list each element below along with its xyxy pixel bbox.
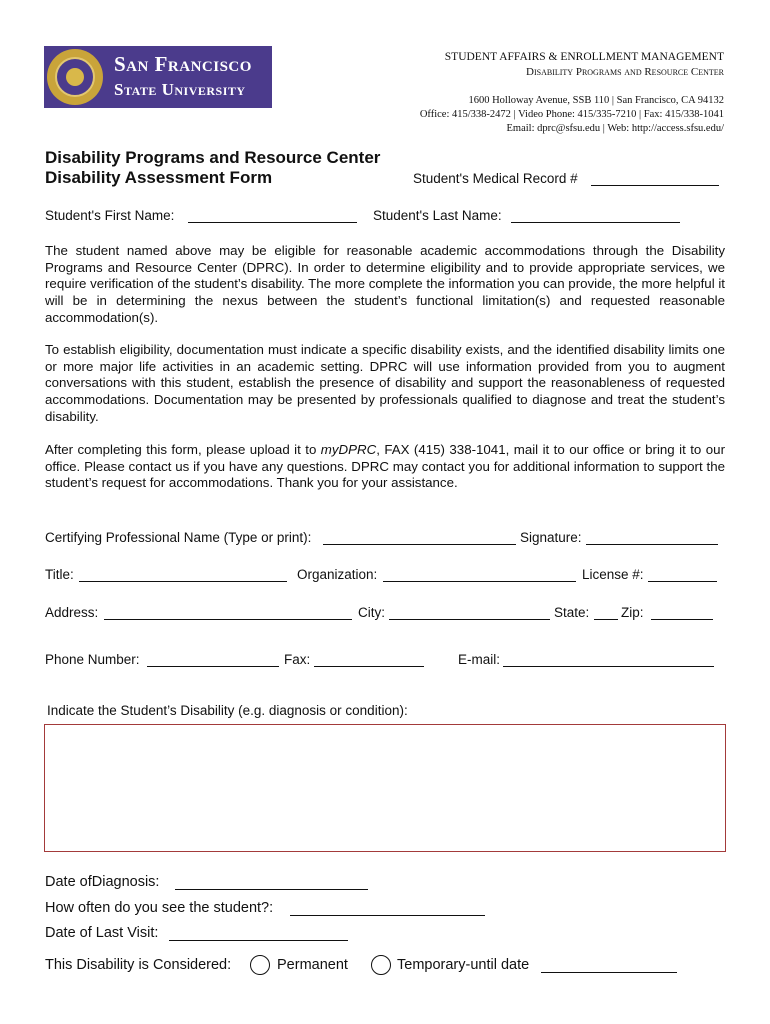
form-title-line1: Disability Programs and Resource Center [45, 148, 381, 167]
date-of-diagnosis-field[interactable] [175, 889, 368, 890]
first-name-label: Student's First Name: [45, 208, 175, 223]
header-phones: Office: 415/338-2472 | Video Phone: 415/335-7210 | Fax: 415/338-1041 [419, 109, 724, 120]
title-label: Title: [45, 567, 74, 582]
permanent-radio[interactable] [250, 955, 270, 975]
city-label: City: [358, 605, 385, 620]
state-label: State: [554, 605, 590, 620]
license-label: License #: [582, 567, 644, 582]
logo-text-line1: San Francisco [114, 52, 252, 76]
address-label: Address: [45, 605, 99, 620]
university-seal-icon [47, 49, 103, 105]
header-department: STUDENT AFFAIRS & ENROLLMENT MANAGEMENT [444, 51, 724, 63]
cert-name-field[interactable] [323, 544, 516, 545]
temporary-radio[interactable] [371, 955, 391, 975]
how-often-label: How often do you see the student?: [45, 900, 274, 916]
medical-record-field[interactable] [591, 185, 719, 186]
disability-prompt: Indicate the Student’s Disability (e.g. diagnosis or condition): [47, 703, 408, 718]
last-name-field[interactable] [511, 222, 680, 223]
title-field[interactable] [79, 581, 287, 582]
header-center: Disability Programs and Resource Center [526, 66, 724, 78]
cert-name-label: Certifying Professional Name (Type or print): [45, 530, 312, 545]
disability-text-box[interactable] [44, 724, 726, 852]
email-field[interactable] [503, 666, 714, 667]
mydprc-text: myDPRC [320, 442, 377, 457]
phone-field[interactable] [147, 666, 279, 667]
first-name-field[interactable] [188, 222, 357, 223]
date-of-diagnosis-label: Date ofDiagnosis: [45, 874, 160, 890]
license-field[interactable] [648, 581, 717, 582]
organization-field[interactable] [383, 581, 576, 582]
address-field[interactable] [104, 619, 352, 620]
city-field[interactable] [389, 619, 550, 620]
medical-record-label: Student's Medical Record # [413, 171, 578, 186]
how-often-field[interactable] [290, 915, 485, 916]
phone-label: Phone Number: [45, 652, 140, 667]
signature-field[interactable] [586, 544, 718, 545]
fax-label: Fax: [284, 652, 311, 667]
instructions-paragraph: After completing this form, please upload it to myDPRC, FAX (415) 338-1041, mail it to our office or bring it to our office. Please contact us if you have any questions. DPRC may contact you for additional information to support the student’s request for accommodations. Thank you for your assistance. [45, 442, 725, 491]
logo-text-line2: State University [114, 80, 246, 99]
signature-label: Signature: [520, 530, 582, 545]
last-visit-field[interactable] [169, 940, 348, 941]
header-address: 1600 Holloway Avenue, SSB 110 | San Francisco, CA 94132 [468, 95, 724, 106]
last-visit-label: Date of Last Visit: [45, 925, 159, 941]
zip-field[interactable] [651, 619, 713, 620]
eligibility-paragraph: To establish eligibility, documentation must indicate a specific disability exists, and the identified disability limits one or more major life activities in an academic setting. DPRC will use information provided from you to augment conversations with this student, establish the presence of disability and support the reasonableness of requested accommodations. Documentation may be presented by professionals qualified to diagnose and treat the student’s disability. [45, 342, 725, 424]
zip-label: Zip: [621, 605, 644, 620]
state-field[interactable] [594, 619, 618, 620]
disability-considered-label: This Disability is Considered: [45, 957, 232, 973]
fax-field[interactable] [314, 666, 424, 667]
form-title-line2: Disability Assessment Form [45, 168, 273, 187]
organization-label: Organization: [297, 567, 378, 582]
permanent-label: Permanent [277, 957, 348, 973]
temporary-label: Temporary-until date [397, 957, 530, 973]
university-logo [44, 46, 272, 108]
last-name-label: Student's Last Name: [373, 208, 502, 223]
intro-paragraph: The student named above may be eligible for reasonable academic accommodations through the Disability Programs and Resource Center (DPRC). In order to determine eligibility and to provide appropriate services, we require verification of the student’s disability. The more complete the information you can provide, the more helpful it will be in determining the nexus between the student’s functional limitation(s) and requested reasonable accommodation(s). [45, 243, 725, 325]
email-label: E-mail: [458, 652, 501, 667]
header-contact: Email: dprc@sfsu.edu | Web: http://access.sfsu.edu/ [506, 123, 724, 134]
temporary-until-date-field[interactable] [541, 972, 677, 973]
